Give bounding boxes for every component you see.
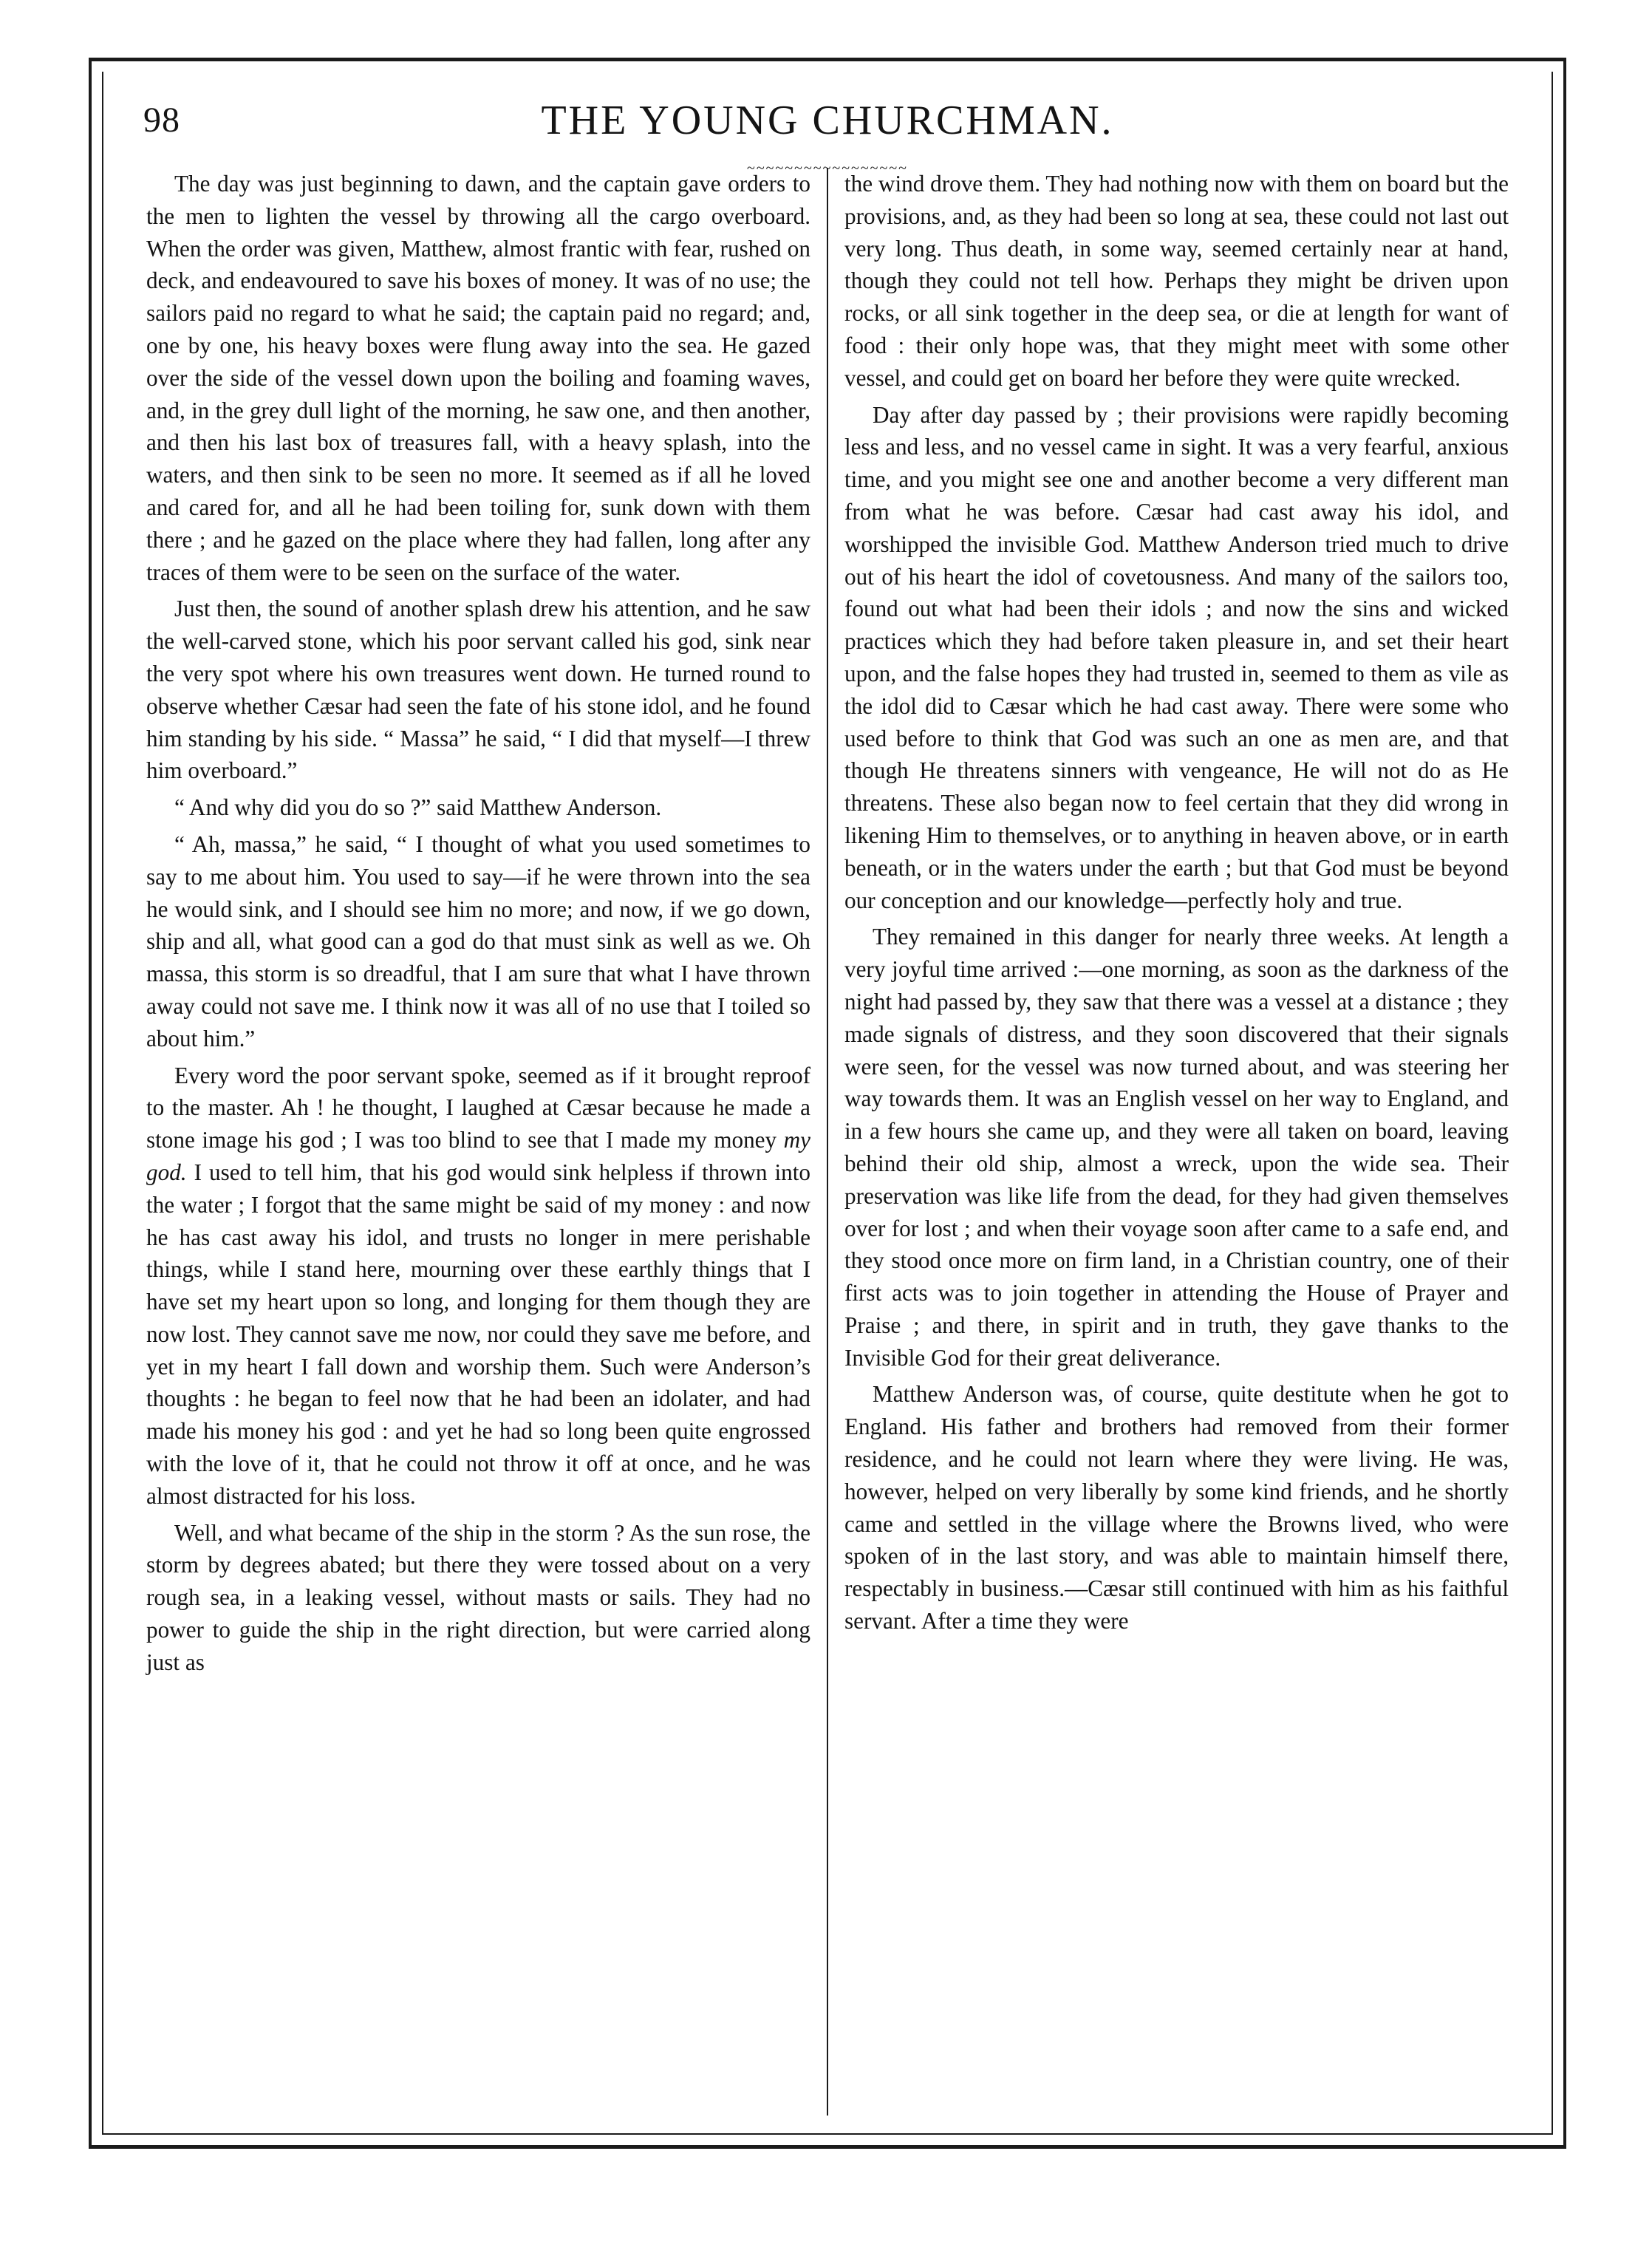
page-border <box>89 58 1566 2149</box>
right-column <box>828 168 1525 2116</box>
paragraph-text: Every word the poor servant spoke, seemed as if it brought reproof to the master. Ah ! he thought, I laughed at Cæsar because he made a stone image his god ; I was too blind to see that I made my money <box>146 1062 810 1153</box>
paragraph: The day was just beginning to dawn, and the captain gave orders to the men to lighten the vessel by throwing all the cargo overboard. When the order was given, Matthew, almost frantic with fear, rushed on deck, and endeavoured to save his boxes of money. It was of no use; the sailors paid no regard to what he said; the captain paid no regard; and, one by one, his heavy boxes were flung away into the sea. He gazed over the side of the vessel down upon the boiling and foaming waves, and, in the grey dull light of the morning, he saw one, and then another, and then his last box of treasures fall, with a heavy splash, into the waters, and then sink to be seen no more. It seemed as if all he loved and cared for, and all he had been toiling for, sunk down with them there ; and he gazed on the place where they had fallen, long after any traces of them were to be seen on the surface of the water. <box>146 171 810 585</box>
paragraph: Well, and what became of the ship in the storm ? As the sun rose, the storm by degrees abated; but there they were tossed about on a very rough sea, in a leaking vessel, without masts or sails. They had no power to guide the ship in the right direction, but were carried along just as <box>146 1519 810 1675</box>
paragraph <box>146 1060 810 1513</box>
italic-phrase: my god. <box>146 1127 811 1185</box>
paragraph: “ And why did you do so ?” said Matthew Anderson. <box>174 794 662 821</box>
running-head <box>143 86 1512 177</box>
page-number: 98 <box>143 100 180 140</box>
paragraph: Just then, the sound of another splash drew his attention, and he saw the well-carved stone, which his poor servant called his god, sink near the very spot where his own treasures went down. He turned round to observe whether Cæsar had seen the fate of his stone idol, and he found him standing by his side. “ Massa” he said, “ I did that myself—I threw him overboard.” <box>146 596 810 784</box>
paragraph-text: I used to tell him, that his god would sink helpless if thrown into the water ; I forgot that the same might be said of my money : and now he has cast away his idol, and trusts no longer in mere perishable things, while I stand here, mourning over these earthly things that I have set my heart upon so long, and longing for them though they are now lost. They cannot save me now, nor could they save me before, and yet in my heart I fall down and worship them. Such were Anderson’s thoughts : he began to feel now that he had been an idolater, and had made his money his god : and yet he had so long been quite engrossed with the love of it, that he could not throw it off at once, and he was almost distracted for his loss. <box>146 1159 811 1509</box>
paragraph: Matthew Anderson was, of course, quite destitute when he got to England. His father and brothers had removed from their former residence, and he could not learn where they were living. He was, however, helped on very liberally by some kind friends, and he shortly came and settled in the village where the Browns lived, who were spoken of in the last story, and was able to maintain himself there, respectably in business.—Cæsar still continued with him as his faithful servant. After a time they were <box>844 1381 1509 1634</box>
paragraph: Day after day passed by ; their provisions were rapidly becoming less and less, and no vessel came in sight. It was a very fearful, anxious time, and you might see one and another become a very different man from what he was before. Cæsar had cast away his idol, and worshipped the invisible God. Matthew Anderson tried much to drive out of his heart the idol of covetousness. And many of the sailors too, found out what had been their idols ; and now the sins and wicked practices which they had before taken pleasure in, and set their heart upon, and the false hopes they had trusted in, seemed to them as vile as the idol did to Cæsar which he had cast away. There were some who used before to think that God was such an one as men are, and that though He threatens sinners with vengeance, He will not do as He threatens. These also began now to feel certain that they did wrong in likening Him to themselves, or to anything in heaven above, or in earth beneath, or in the waters under the earth ; but that God must be beyond our conception and our knowledge—perfectly holy and true. <box>844 401 1509 913</box>
text-columns <box>130 168 1525 2116</box>
paragraph: They remained in this danger for nearly three weeks. At length a very joyful time arrived :—one morning, as soon as the darkness of the night had passed by, they saw that there was a vessel at a distance ; they made signals of distress, and they soon discovered that their signals were seen, for the vessel was now turned about, and was steering her way towards them. It was an English vessel on her way to England, and in a few hours she came up, and they were all taken on board, leaving behind their old ship, almost a wreck, upon the wide sea. Their preservation was like life from the dead, for they had given themselves over for lost ; and when their voyage soon after came to a safe end, and they stood once more on firm land, in a Christian country, one of their first acts was to join together in attending the House of Prayer and Praise ; and there, in spirit and in truth, they gave thanks to the Invisible God for their great deliverance. <box>844 924 1509 1371</box>
paragraph: “ Ah, massa,” he said, “ I thought of what you used sometimes to say to me about him. You used to say—if he were thrown into the sea he would sink, and I should see him no more; and now, if we go down, ship and all, what good can a god do that must sink as well as we. Oh massa, this storm is so dreadful, that I am sure that what I have thrown away could not save me. I think now it was all of no use that I toiled so about him.” <box>146 831 810 1051</box>
journal-title: THE YOUNG CHURCHMAN. <box>541 98 1114 143</box>
paragraph: the wind drove them. They had nothing now with them on board but the provisions, and, as they had been so long at sea, these could not last out very long. Thus death, in some way, seemed certainly near at hand, though they could not tell how. Perhaps they might be driven upon rocks, or all sink together in the deep sea, or die at length for want of food : their only hope was, that they might meet with some other vessel, and could get on board her before they were quite wrecked. <box>844 171 1509 391</box>
left-column <box>130 168 828 2116</box>
ornament-rule: ~~~~~~~~~~~~~~~~~ <box>747 160 908 177</box>
